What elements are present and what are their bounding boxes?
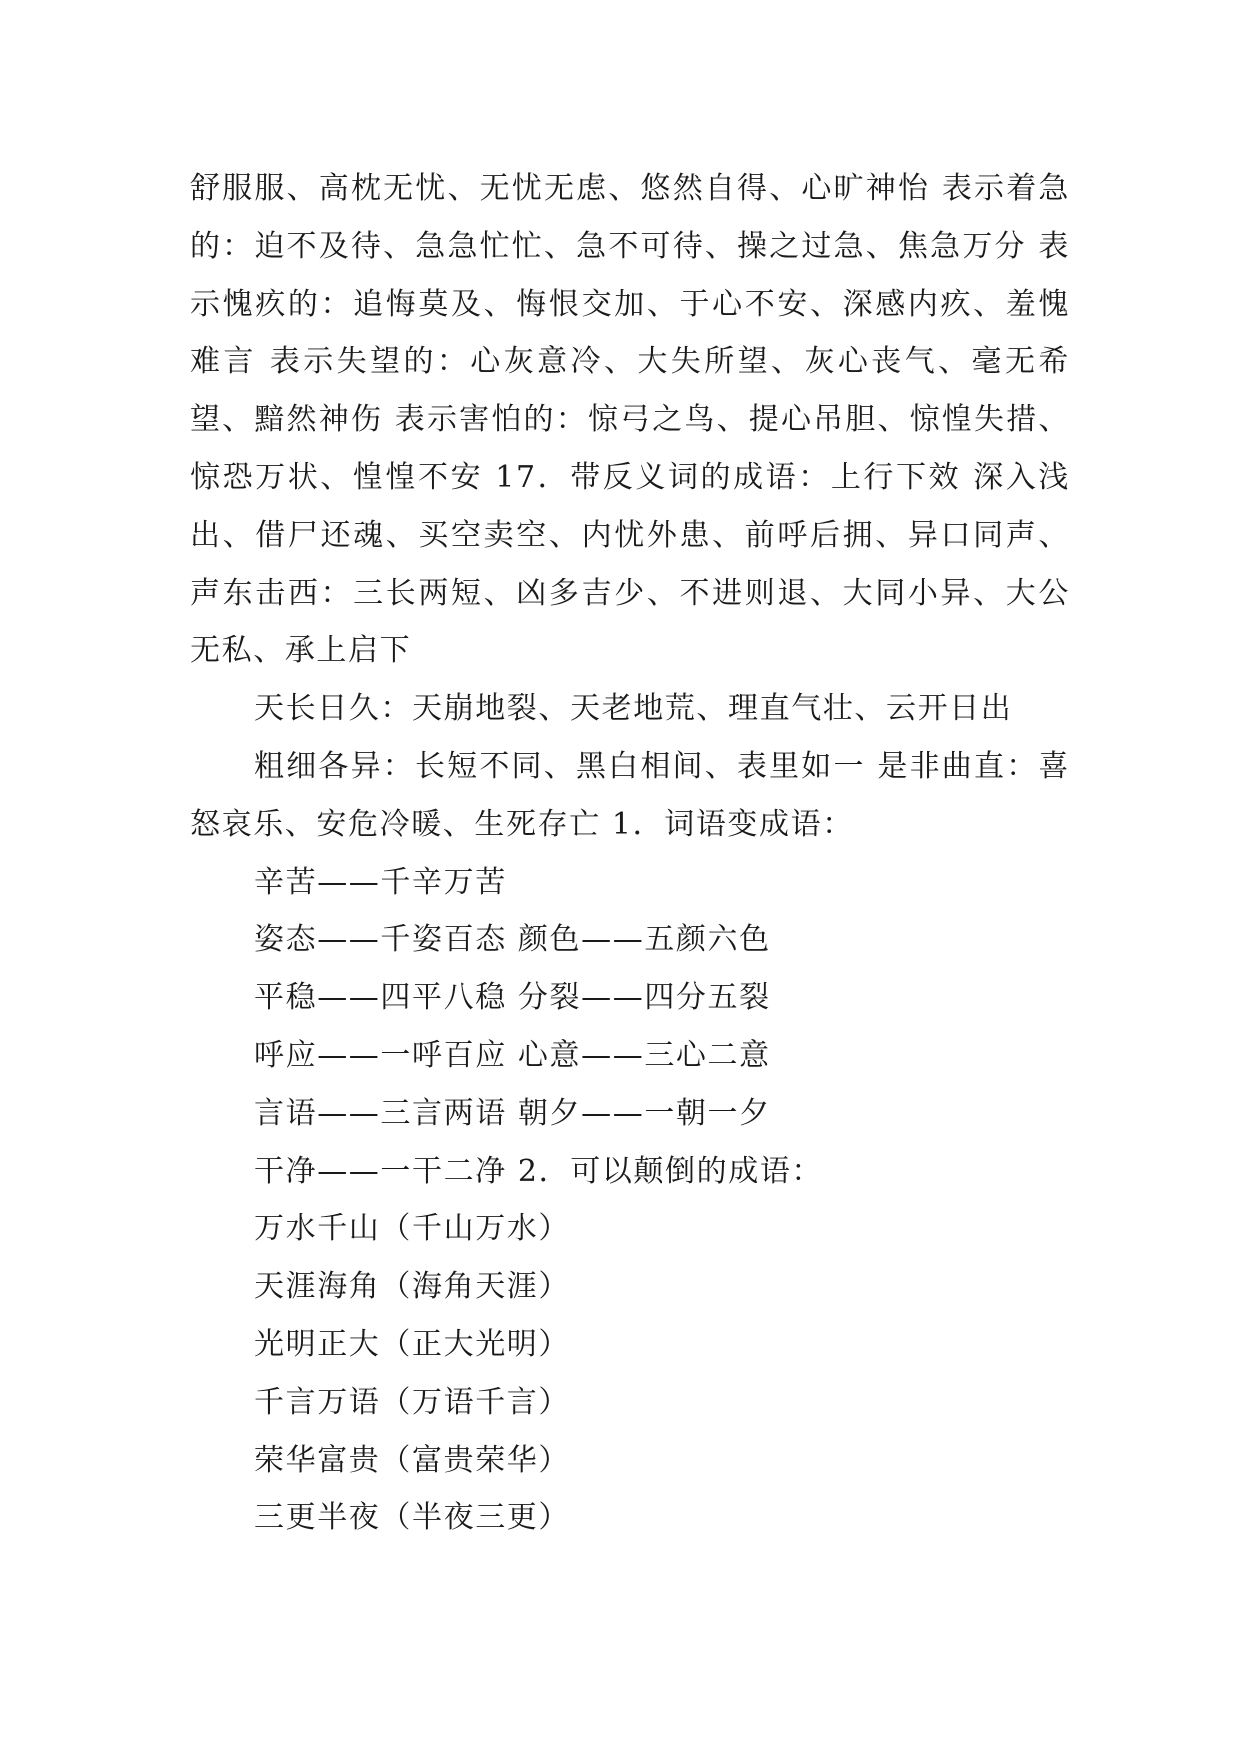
list-item: 言语——三言两语 朝夕——一朝一夕: [254, 1095, 771, 1131]
list-item: 天涯海角（海角天涯）: [254, 1269, 570, 1305]
list-item: 干净——一干二净 2．可以颠倒的成语：: [254, 1153, 824, 1189]
list-item: 光明正大（正大光明）: [254, 1326, 570, 1362]
document-body: [190, 160, 1070, 1547]
list-item: 平稳——四平八稳 分裂——四分五裂: [254, 980, 771, 1016]
paragraph-idiom-categories: 舒服服、高枕无忧、无忧无虑、悠然自得、心旷神怡 表示着急的：迫不及待、急急忙忙、急不可待、操之过急、焦急万分 表示愧疚的：追悔莫及、悔恨交加、于心不安、深感内疚、羞愧难言 表示失望的：心灰意冷、大失所望、灰心丧气、毫无希望、黯然神伤 表示害怕的：惊弓之鸟、提心吊胆、惊惶失措、惊恐万状、惶惶不安 17．带反义词的成语：上行下效 深入浅出、借尸还魂、买空卖空、内忧外患、前呼后拥、异口同声、声东击西：三长两短、凶多吉少、不进则退、大同小异、大公无私、承上启下: [190, 171, 1070, 669]
list-item: 姿态——千姿百态 颜色——五颜六色: [254, 922, 771, 958]
list-item: 辛苦——千辛万苦: [254, 864, 507, 900]
list-item: 千言万语（万语千言）: [254, 1384, 570, 1420]
paragraph-time-idioms: 天长日久：天崩地裂、天老地荒、理直气壮、云开日出: [254, 691, 1013, 727]
list-item: 荣华富贵（富贵荣华）: [254, 1442, 570, 1478]
list-item: 三更半夜（半夜三更）: [254, 1500, 570, 1536]
list-item: 呼应——一呼百应 心意——三心二意: [254, 1037, 771, 1073]
paragraph-contrast-idioms: 粗细各异：长短不同、黑白相间、表里如一 是非曲直：喜怒哀乐、安危冷暖、生死存亡 1．词语变成语：: [190, 748, 1070, 842]
list-item: 万水千山（千山万水）: [254, 1211, 570, 1247]
